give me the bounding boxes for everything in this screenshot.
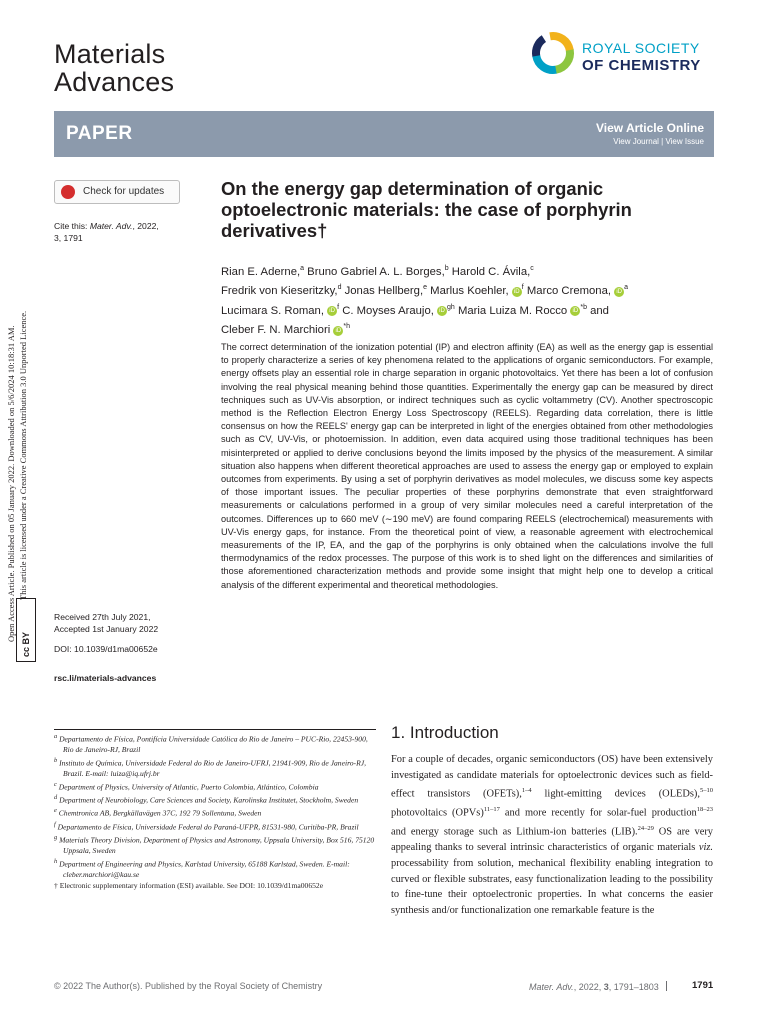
footer-journal-abbr: Mater. Adv. xyxy=(529,982,574,992)
footnote-text: Chemtronica AB, Bergkällavägen 37C, 192 79 Sollentuna, Sweden xyxy=(56,808,262,818)
footnote-text: Departamento de Física, Pontifícia Universidade Católica do Rio de Janeiro – PUC-Rio, 22453-900, Rio de Janeiro-RJ, Brazil xyxy=(57,734,368,755)
footnote-mark: f xyxy=(54,820,56,828)
cc-by-icon: cc BY xyxy=(21,631,31,657)
view-journal-issue-links[interactable]: View Journal | View Issue xyxy=(613,137,704,146)
author-name: Maria Luiza M. Rocco xyxy=(454,304,568,317)
footnote-text: Instituto de Química, Universidade Federal do Rio de Janeiro-UFRJ, 21941-909, Rio de Janeiro-RJ, Brazil. E-mail: luiza@iq.ufrj.br xyxy=(57,758,366,779)
footnote-text: Department of Engineering and Physics, Karlstad University, 65188 Karlstad, Sweden. E-mail: cleber.marchiori@kau.se xyxy=(57,859,350,879)
affiliation-mark: b xyxy=(444,265,449,272)
body-text: photovoltaics (OPVs) xyxy=(391,807,484,819)
author-name: and xyxy=(586,304,609,317)
section-heading-introduction: 1. Introduction xyxy=(391,723,499,742)
journal-title-line1: Materials xyxy=(54,39,166,69)
orcid-icon[interactable]: iD xyxy=(614,287,624,297)
affiliation-footnote xyxy=(54,756,378,780)
journal-link[interactable]: rsc.li/materials-advances xyxy=(54,673,157,683)
publisher-name-line2: OF CHEMISTRY xyxy=(582,57,701,74)
affiliation-footnote xyxy=(54,732,378,756)
footer-year: , 2022, xyxy=(573,982,604,992)
page-number: 1791 xyxy=(692,980,714,991)
article-type-label: PAPER xyxy=(66,123,133,144)
author-name: Rian E. Aderne, xyxy=(221,265,301,278)
license-line[interactable]: This article is licensed under a Creative Commons Attribution 3.0 Unported Licence. xyxy=(18,310,28,600)
article-title: On the energy gap determination of organic optoelectronic materials: the case of porphyrin derivatives† xyxy=(221,178,632,241)
cite-volume: 3, 1791 xyxy=(54,233,83,243)
received-date: Received 27th July 2021, xyxy=(54,612,151,622)
publisher-logo[interactable] xyxy=(530,30,720,82)
copyright-line: © 2022 The Author(s). Published by the Royal Society of Chemistry xyxy=(54,981,323,991)
author-name: Lucimara S. Roman, xyxy=(221,304,324,317)
affiliation-footnote xyxy=(54,820,378,833)
footnote-mark: e xyxy=(54,807,57,815)
esi-note[interactable]: † Electronic supplementary information (ESI) available. See DOI: 10.1039/d1ma00652e xyxy=(54,880,324,890)
affiliation-footnote xyxy=(54,780,378,793)
affiliation-mark: *h xyxy=(343,322,350,330)
affiliation-mark: a xyxy=(624,284,629,292)
rsc-ring-icon xyxy=(530,30,576,76)
cite-label: Cite this: xyxy=(54,221,88,231)
orcid-icon[interactable]: iD xyxy=(512,287,522,297)
orcid-icon[interactable]: iD xyxy=(570,306,580,316)
orcid-icon[interactable]: iD xyxy=(333,326,343,336)
footer-journal-ref xyxy=(529,981,674,992)
author-name: Fredrik von Kieseritzky, xyxy=(221,285,338,298)
affiliation-mark: *b xyxy=(580,303,587,311)
footnote-text: Departamento de Física, Universidade Federal do Paraná-UFPR, 81531-980, Curitiba-PR, Brazil xyxy=(55,822,359,832)
article-banner xyxy=(54,111,714,157)
cc-license-badge[interactable] xyxy=(16,598,36,662)
citation-ref[interactable]: 5–10 xyxy=(700,787,713,795)
body-text: and more recently for solar-fuel production xyxy=(499,807,697,819)
citation-ref[interactable]: 24–29 xyxy=(637,825,654,833)
body-text: and energy storage such as Lithium-ion batteries (LIB). xyxy=(391,826,638,838)
footnote-mark: d xyxy=(54,794,58,802)
footnote-mark: b xyxy=(54,756,58,764)
affiliation-mark: e xyxy=(423,284,428,292)
footnote-mark: c xyxy=(54,780,57,788)
journal-title-line2: Advances xyxy=(54,67,175,97)
affiliation-footnote xyxy=(54,833,378,857)
accepted-date: Accepted 1st January 2022 xyxy=(54,624,159,634)
citation-ref[interactable]: 11–17 xyxy=(483,806,500,814)
body-text: processability from solution, mechanical flexibility enabling integration to curved or flexible substrates, easy functionalization leading to the possibility to fine-tune their optoelectronic properties. In what concerns the easier synthesis and/or functionalization one remarkable feature is the xyxy=(391,857,713,916)
footer-pages: , 1791–1803 xyxy=(608,982,659,992)
footnote-mark: a xyxy=(54,733,58,740)
citation-ref[interactable]: 1–4 xyxy=(521,787,532,795)
affiliation-footnote xyxy=(54,793,378,806)
author-list xyxy=(221,261,711,338)
affiliation-footnotes xyxy=(54,732,378,891)
affiliation-mark: d xyxy=(337,284,342,292)
open-access-line: Open Access Article. Published on 05 January 2022. Downloaded on 5/6/2024 10:18:31 AM. xyxy=(6,325,16,642)
cite-journal: Mater. Adv. xyxy=(89,221,133,231)
affiliation-footnote xyxy=(54,806,378,819)
introduction-body xyxy=(391,752,713,918)
footnote-divider xyxy=(54,729,376,730)
author-name: C. Moyses Araujo, xyxy=(339,304,434,317)
update-icon xyxy=(61,185,75,199)
italic-text: viz. xyxy=(698,842,713,854)
footnote-mark: h xyxy=(54,857,58,865)
author-name: Harold C. Ávila, xyxy=(448,265,531,278)
author-name: Marlus Koehler, xyxy=(427,285,509,298)
body-text: light-emitting devices (OLEDs), xyxy=(531,788,700,800)
footnote-text: Department of Neurobiology, Care Sciences and Society, Karolinska Institutet, Stockholm, Sweden xyxy=(57,795,359,805)
abstract: The correct determination of the ionization potential (IP) and electron affinity (EA) as well as the energy gap is essential to properly characterize a series of key phenomena related to the applications of organic semiconductors. For example, energy offsets play an essential role in charge separation in organic photovoltaics. Yet there has been a lot of confusion involving the real physical meaning behind those quantities. Experimentally the energy gap can be measured by direct techniques such as UV-Vis absorption, or indirect techniques such as cyclic voltammetry (CV). Another spectroscopic method is the Reflection Electron Energy Loss Spectroscopy (REELS). Regarding data correlation, there is little consensus on how the REELS' energy gap can be interpreted in light of the energies obtained from other methodologies such as CV, UV-Vis, or photoemission. In addition, even data acquired using those traditional techniques has been misinterpreted or applied to derive conclusions beyond the limits imposed by the physics of the measurement. A similar situation also happens when different theoretical approaches are used to assess the energy gap or employed to explain outcomes from experiments. By using a set of porphyrin derivatives as model molecules, we discuss some key aspects of those important issues. The peculiar properties of these porphyrins demonstrate that even straightforward measurements or calculations performed in a group of very similar molecules need a careful interpretation of the outcomes. Differences up to 660 meV (∼190 meV) are found comparing REELS (electrochemical) measurements with UV-Vis energy gaps, for instance. From the theoretical point of view, a reasonable agreement with electrochemical measurements of the IP, EA, and the gap of the porphyrins is only obtained when the calculations involve the full thermodynamics of the redox processes. The purpose of this work is to shed light on the differences and similarities of those aforementioned characterization methods and provide some insight that might help one to develop a critical analysis of the different experimental and theoretical methodologies. xyxy=(221,342,713,590)
affiliation-mark: a xyxy=(300,265,305,272)
orcid-icon[interactable]: iD xyxy=(437,306,447,316)
footnote-mark: g xyxy=(54,833,58,841)
doi[interactable]: DOI: 10.1039/d1ma00652e xyxy=(54,644,158,654)
publisher-name-line1: ROYAL SOCIETY xyxy=(582,40,700,56)
affiliation-mark: c xyxy=(530,265,534,272)
cite-year: , 2022, xyxy=(132,221,159,231)
affiliation-footnote xyxy=(54,857,378,881)
footnote-text: Department of Physics, University of Atlantic, Puerto Colombia, Atlántico, Colombia xyxy=(56,782,319,792)
author-name: Bruno Gabriel A. L. Borges, xyxy=(304,265,445,278)
check-for-updates-button[interactable] xyxy=(54,180,180,204)
citation-ref[interactable]: 18–23 xyxy=(696,806,713,814)
footer-separator xyxy=(666,981,667,991)
affiliation-mark: gh xyxy=(447,303,455,311)
citation-info xyxy=(54,220,184,244)
journal-title xyxy=(54,40,174,96)
body-text: OS are very appealing thanks to several intrinsic characteristics of organic materials xyxy=(391,826,713,854)
affiliation-mark: f xyxy=(337,303,340,311)
open-access-sidebar xyxy=(2,180,42,640)
author-name: Marco Cremona, xyxy=(523,285,612,298)
dates-info xyxy=(54,611,194,635)
author-name: Jonas Hellberg, xyxy=(341,285,424,298)
orcid-icon[interactable]: iD xyxy=(327,306,337,316)
footer-volume: 3 xyxy=(603,982,609,992)
affiliation-mark: f xyxy=(521,284,524,292)
check-updates-label: Check for updates xyxy=(83,186,165,197)
author-name: Cleber F. N. Marchiori xyxy=(221,323,331,336)
view-article-online-link[interactable]: View Article Online xyxy=(595,121,704,135)
body-text: For a couple of decades, organic semiconductors (OS) have been extensively investigated as candidate materials for optoelectronic devices such as field-effect transistors (OFETs), xyxy=(391,754,713,800)
footnote-text: Materials Theory Division, Department of Physics and Astronomy, Uppsala University, Box 516, 75120 Uppsala, Sweden xyxy=(57,835,375,856)
